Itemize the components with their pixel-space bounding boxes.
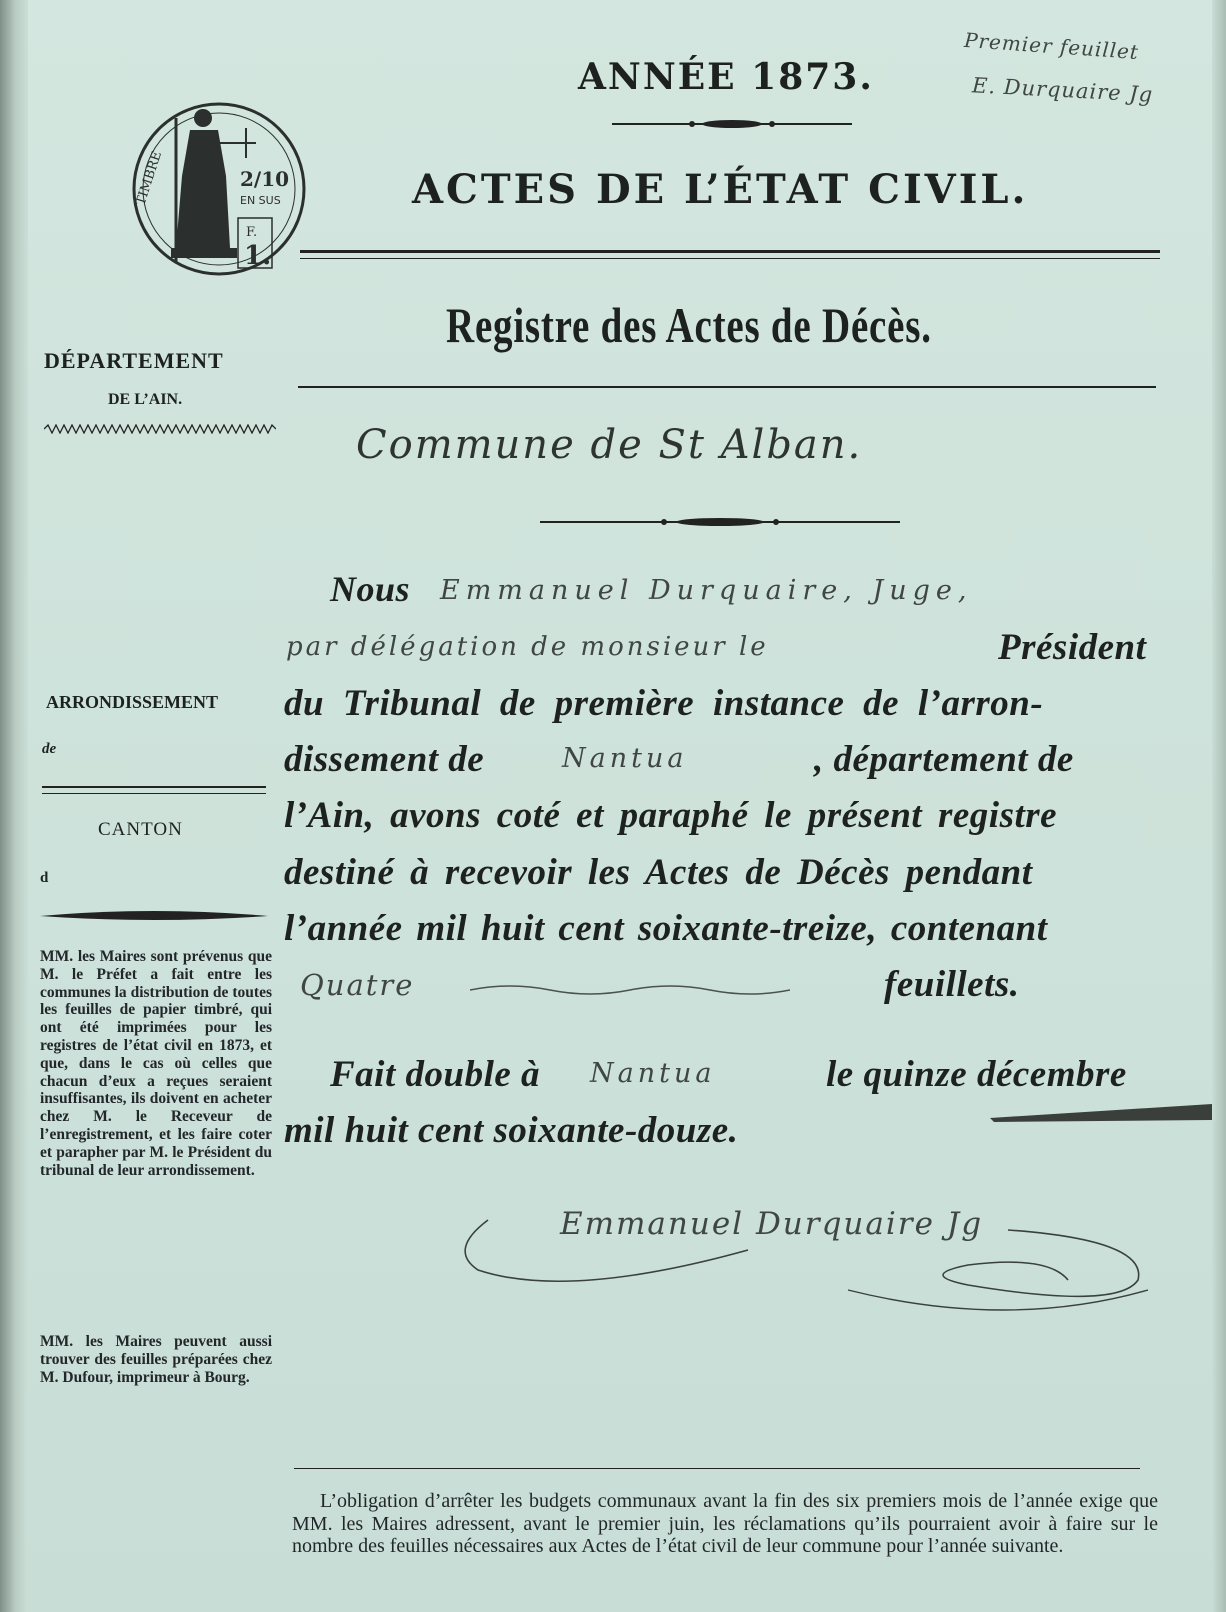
signature-flourish [448,1180,1168,1320]
maires-notice: MM. les Maires sont prévenus que M. le Préfet a fait entre les communes la distribution de toutes les feuilles de papier timbré, qui ont été imprimées pour les registres de l’état civil en 1873, et que, dans le cas où celles que chacun d’eux a reçues seraient insuffisantes, ils doivent en acheter chez M. le Receveur de l’enregistrement, et les faire coter et parapher par M. le Président du tribunal de leur arrondissement. [40,948,272,1179]
departement-label: DÉPARTEMENT [44,348,224,373]
page-edge [1212,0,1226,1612]
canton-d: d [40,870,49,886]
president-word: Président [998,627,1147,668]
stamp-en-sus: EN SUS [240,194,281,207]
body-line-dissement: dissement de [284,739,485,780]
tax-stamp [116,98,322,280]
stamp-price-value: 1. [244,241,272,271]
margin-note-line2: E. Durquaire Jg [971,73,1154,107]
arrondissement-de: de [42,741,57,757]
handwritten-delegation: par délégation de monsieur le [286,632,769,662]
canton-label: CANTON [98,819,183,840]
body-line-destine: destiné à recevoir les Actes de Décès pendant [284,852,1033,893]
year-heading: ANNÉE 1873. [578,56,874,98]
ornament-rule-top [612,114,852,134]
footer-rule [294,1468,1140,1469]
pen-tip [990,1098,1212,1132]
body-line-ain: l’Ain, avons coté et paraphé le présent registre [284,795,1058,836]
commune-line: Commune de St Alban. [356,422,863,468]
nous-word: Nous [330,569,411,609]
margin-note-line1: Premier feuillet [963,27,1140,65]
dufour-notice: MM. les Maires peuvent aussi trouver des feuilles préparées chez M. Dufour, imprimeur à Bourg. [40,1333,272,1386]
stamp-price-unit: F. [246,225,258,240]
sidebar-ornament-rule [40,908,268,924]
sidebar-double-rule-2 [42,793,266,794]
feuillets-word: feuillets. [884,964,1020,1005]
sidebar-zigzag-rule [44,424,276,434]
handwritten-count: Quatre [300,968,415,1002]
book-binding [0,0,28,1612]
title-double-rule-1 [300,250,1160,253]
document-title: ACTES DE L’ÉTAT CIVIL. [412,166,1029,213]
fait-double: Fait double à [330,1054,541,1095]
register-title: Registre des Actes de Décès. [446,297,932,353]
arrondissement-label: ARRONDISSEMENT [46,692,219,712]
handwritten-arrondissement: Nantua [562,743,688,774]
ornament-rule-middle [540,514,900,530]
sidebar-double-rule-1 [42,786,266,788]
handwritten-place: Nantua [590,1058,716,1089]
stamp-fraction: 2/10 [240,167,290,191]
register-rule [298,386,1156,388]
stamp-word: TIMBRE [133,149,166,208]
signature: Emmanuel Durquaire Jg [560,1206,984,1242]
body-line-annee: l’année mil huit cent soixante-treize, contenant [284,908,1048,949]
body-line-tribunal: du Tribunal de première instance de l’arron- [284,683,1044,724]
budget-obligation-note: L’obligation d’arrêter les budgets communaux avant la fin des six premiers mois de l’année exige que MM. les Maires adressent, avant le premier juin, les réclamations qu’ils pourraient avoir à faire sur le nombre des feuilles nécessaires aux Actes de l’état civil de leur commune pour l’année suivante. [292,1490,1158,1557]
date-line-b: mil huit cent soixante-douze. [284,1110,739,1151]
body-line-departement: , département de [814,739,1074,780]
date-line-a: le quinze décembre [826,1054,1127,1095]
handwritten-name: Emmanuel Durquaire, Juge, [440,575,973,606]
departement-ain: DE L’AIN. [108,391,183,408]
title-double-rule-2 [300,258,1160,259]
count-flourish [470,982,790,996]
